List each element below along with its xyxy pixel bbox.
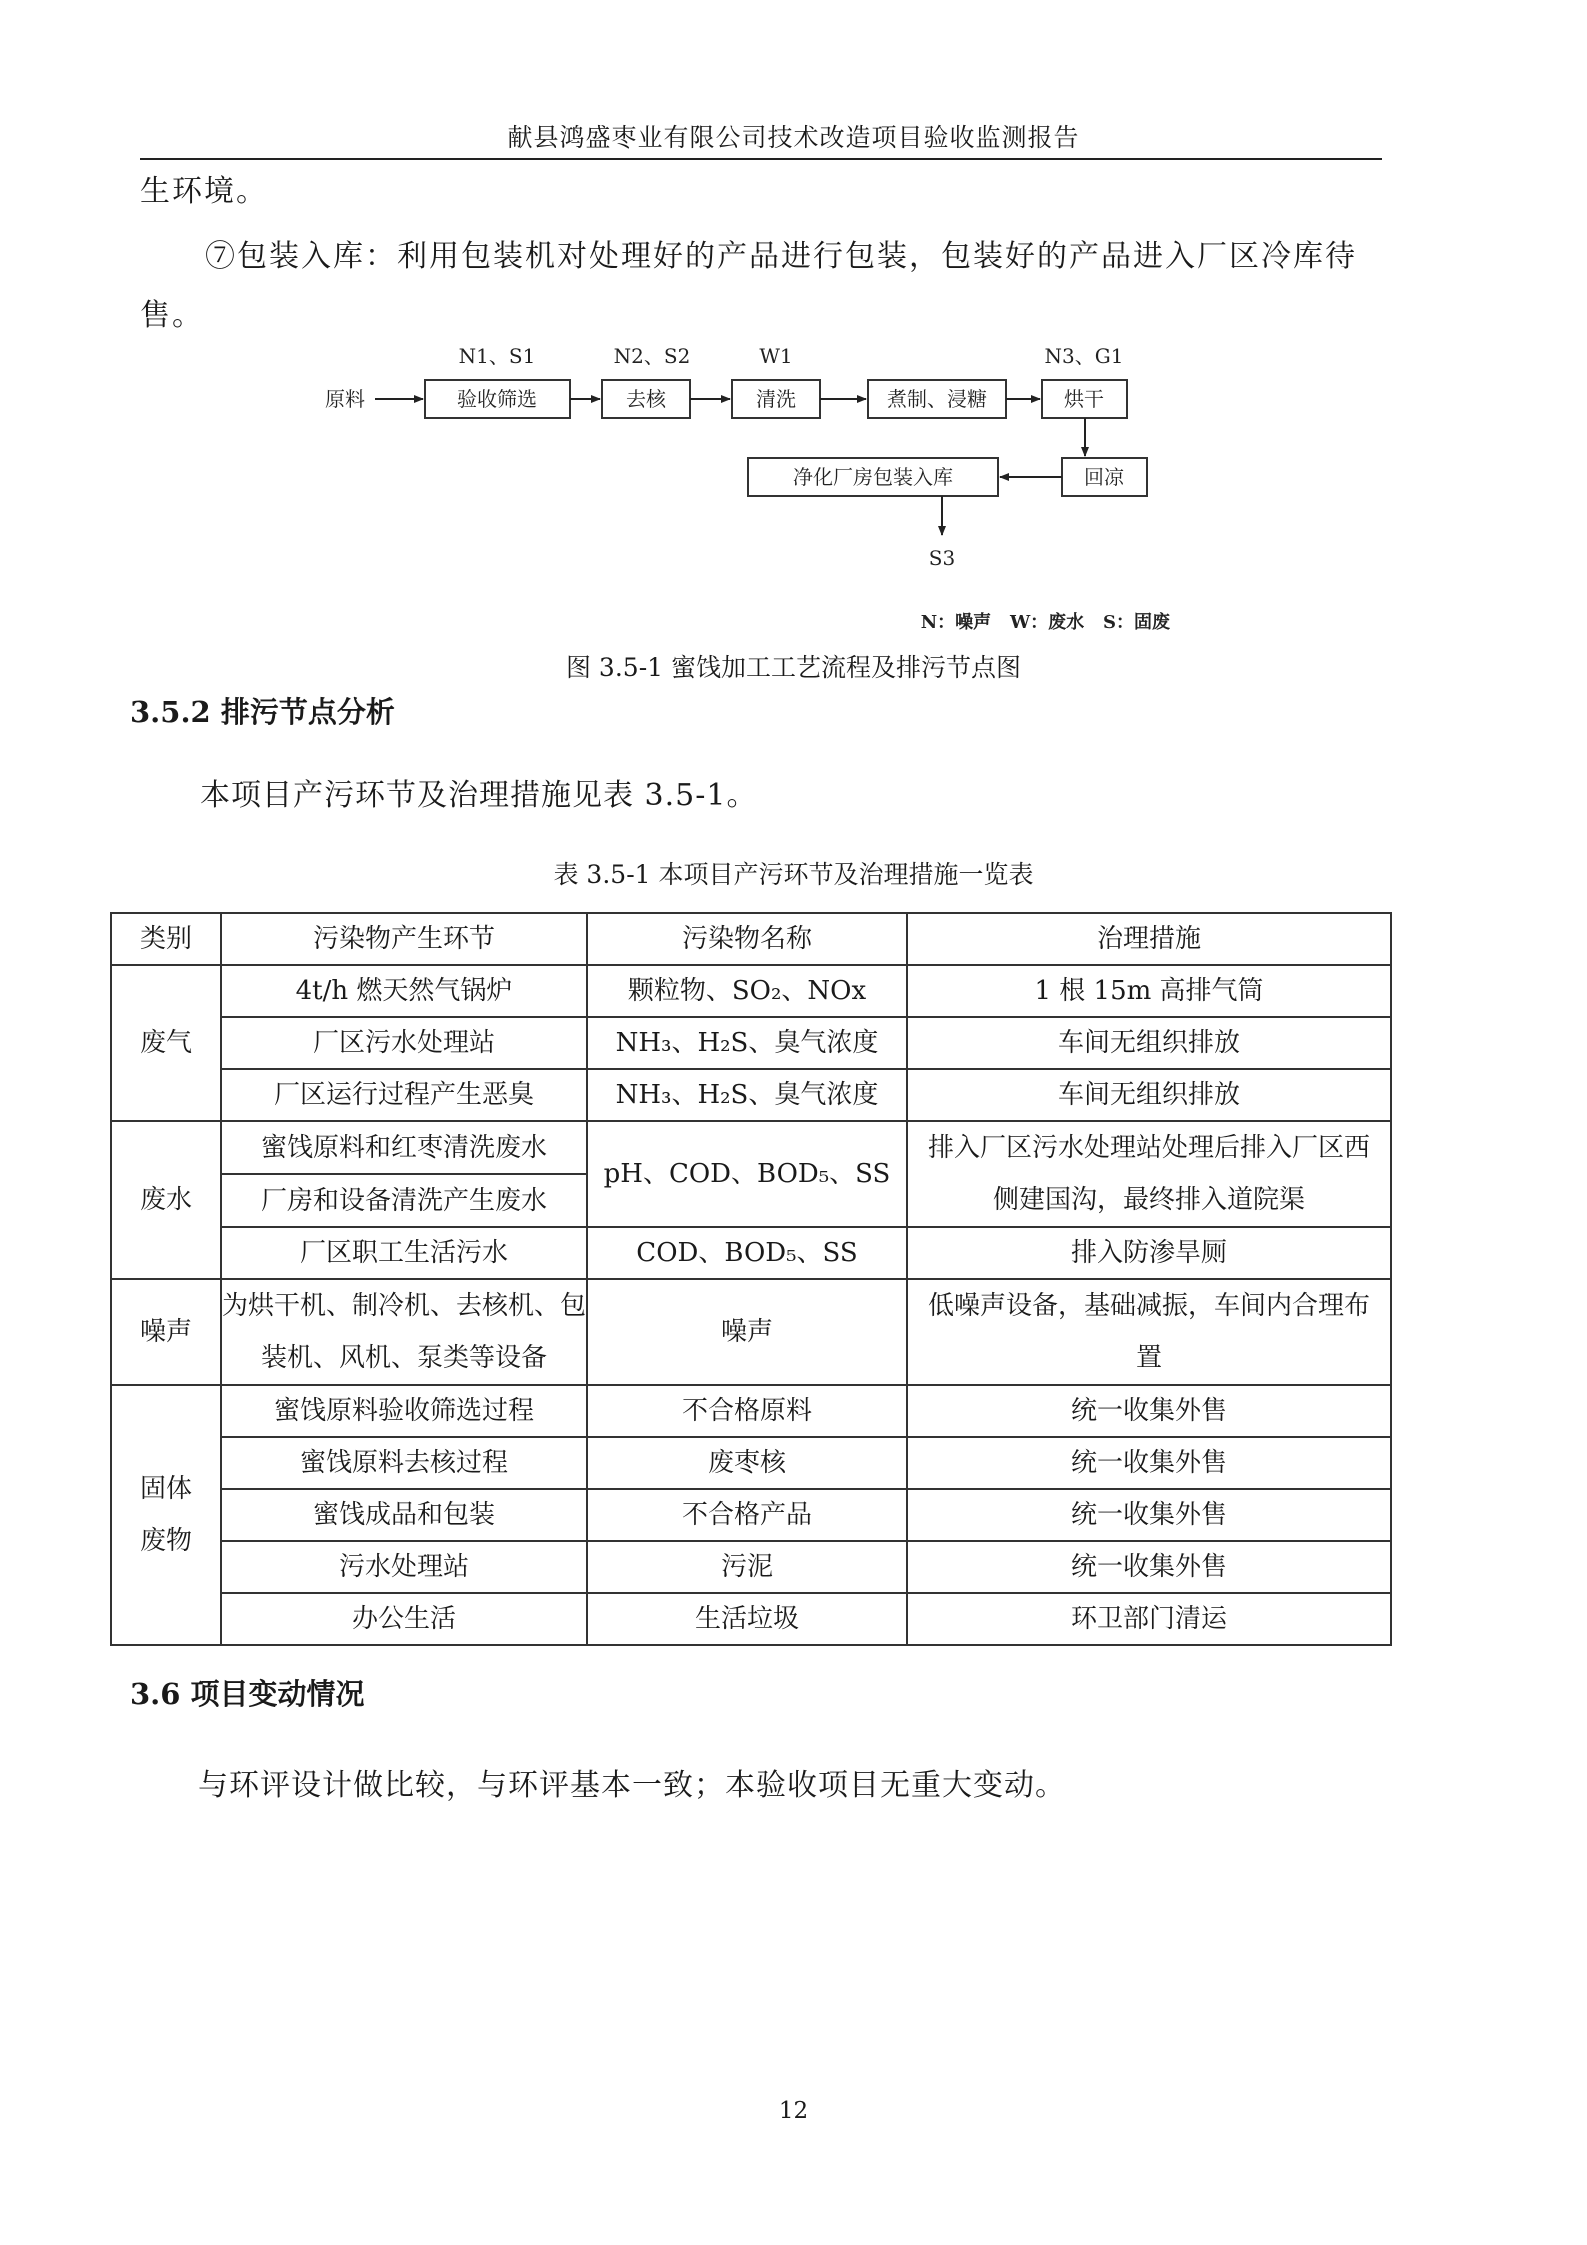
measure-cell: 排入防渗旱厕: [907, 1227, 1391, 1279]
stage-cell: 办公生活: [221, 1593, 587, 1645]
page-number: 12: [778, 2098, 809, 2124]
table-row: [111, 1227, 1391, 1279]
flow-step-label: 去核: [626, 387, 666, 411]
flow-step-tag: N3、G1: [1044, 344, 1124, 368]
stage-cell: 蜜饯原料去核过程: [221, 1437, 587, 1489]
table-row: [111, 1069, 1391, 1121]
measure-cell: 1 根 15m 高排气筒: [907, 965, 1391, 1017]
stage-cell: 污水处理站: [221, 1541, 587, 1593]
pollutant-cell: 生活垃圾: [587, 1593, 907, 1645]
measure-cell: 低噪声设备，基础减振，车间内合理布置: [907, 1279, 1391, 1385]
measure-cell: 环卫部门清运: [907, 1593, 1391, 1645]
table-row: [111, 1489, 1391, 1541]
measure-cell: 统一收集外售: [907, 1541, 1391, 1593]
measure-cell: 排入厂区污水处理站处理后排入厂区西侧建国沟，最终排入道院渠: [907, 1121, 1391, 1227]
stage-cell: 4t/h 燃天然气锅炉: [221, 965, 587, 1017]
table-header-row: [111, 913, 1391, 965]
pollutant-cell: NH₃、H₂S、臭气浓度: [587, 1069, 907, 1121]
table-header-cell: 类别: [111, 913, 221, 965]
stage-cell: 为烘干机、制冷机、去核机、包装机、风机、泵类等设备: [221, 1279, 587, 1385]
conclusion-paragraph: 与环评设计做比较，与环评基本一致；本验收项目无重大变动。: [198, 1768, 1066, 1803]
header-title: 献县鸿盛枣业有限公司技术改造项目验收监测报告: [507, 123, 1080, 152]
stage-cell: 厂区污水处理站: [221, 1017, 587, 1069]
pollutant-cell: 不合格原料: [587, 1385, 907, 1437]
flow-step-label: 煮制、浸糖: [887, 387, 987, 411]
category-cell: 废气: [111, 965, 221, 1121]
flow-step-tag: W1: [759, 344, 793, 368]
table-row: [111, 1385, 1391, 1437]
measure-cell: 统一收集外售: [907, 1437, 1391, 1489]
flow-step-label: 回凉: [1084, 465, 1124, 489]
stage-cell: 蜜饯原料和红枣清洗废水: [221, 1121, 587, 1174]
stage-cell: 蜜饯成品和包装: [221, 1489, 587, 1541]
flow-step-label: 清洗: [756, 387, 796, 411]
table-row: [111, 1121, 1391, 1174]
pollution-table: [110, 912, 1392, 1646]
table-row: [111, 1593, 1391, 1645]
category-cell: 固体废物: [111, 1385, 221, 1645]
stage-cell: 蜜饯原料验收筛选过程: [221, 1385, 587, 1437]
pollutant-cell: NH₃、H₂S、臭气浓度: [587, 1017, 907, 1069]
table-row: [111, 1017, 1391, 1069]
measure-cell: 车间无组织排放: [907, 1069, 1391, 1121]
pollutant-cell: 不合格产品: [587, 1489, 907, 1541]
measure-cell: 统一收集外售: [907, 1385, 1391, 1437]
header-rule: [140, 158, 1382, 160]
category-cell: 噪声: [111, 1279, 221, 1385]
section-heading-3-6: 3.6 项目变动情况: [130, 1677, 365, 1711]
pollutant-cell: 噪声: [587, 1279, 907, 1385]
flow-raw-label: 原料: [325, 387, 365, 411]
flow-step-tag: N1、S1: [458, 344, 536, 368]
paragraph-packaging-line2: 售。: [140, 298, 204, 333]
paragraph-packaging-line1: ⑦包装入库：利用包装机对处理好的产品进行包装，包装好的产品进入厂区冷库待: [205, 239, 1357, 274]
table-row: [111, 965, 1391, 1017]
table-header-cell: 治理措施: [907, 913, 1391, 965]
flow-step-tag: N2、S2: [613, 344, 691, 368]
table-row: [111, 1541, 1391, 1593]
pollutant-cell: pH、COD、BOD₅、SS: [587, 1121, 907, 1227]
measure-cell: 统一收集外售: [907, 1489, 1391, 1541]
pollutant-cell: 污泥: [587, 1541, 907, 1593]
measure-cell: 车间无组织排放: [907, 1017, 1391, 1069]
pollutant-cell: 颗粒物、SO₂、NOx: [587, 965, 907, 1017]
flow-step-label: 烘干: [1064, 387, 1104, 411]
figure-caption: 图 3.5-1 蜜饯加工工艺流程及排污节点图: [565, 653, 1021, 682]
stage-cell: 厂房和设备清洗产生废水: [221, 1174, 587, 1227]
flow-step-label: 验收筛选: [457, 387, 537, 411]
flow-step-label: 净化厂房包装入库: [793, 465, 953, 489]
table-caption: 表 3.5-1 本项目产污环节及治理措施一览表: [553, 860, 1034, 889]
table-header-cell: 污染物产生环节: [221, 913, 587, 965]
pollutant-cell: COD、BOD₅、SS: [587, 1227, 907, 1279]
process-flow-diagram: [300, 330, 1200, 630]
table-row: [111, 1437, 1391, 1489]
table-header-cell: 污染物名称: [587, 913, 907, 965]
stage-cell: 厂区运行过程产生恶臭: [221, 1069, 587, 1121]
paragraph-continuation: 生环境。: [140, 174, 268, 209]
stage-cell: 厂区职工生活污水: [221, 1227, 587, 1279]
section-heading-3-5-2: 3.5.2 排污节点分析: [130, 695, 395, 729]
intro-paragraph: 本项目产污环节及治理措施见表 3.5-1。: [200, 778, 758, 813]
category-cell: 废水: [111, 1121, 221, 1279]
flow-legend: N：噪声 W：废水 S：固废: [920, 612, 1170, 630]
flow-output-label: S3: [928, 546, 956, 570]
table-row: [111, 1279, 1391, 1385]
pollutant-cell: 废枣核: [587, 1437, 907, 1489]
